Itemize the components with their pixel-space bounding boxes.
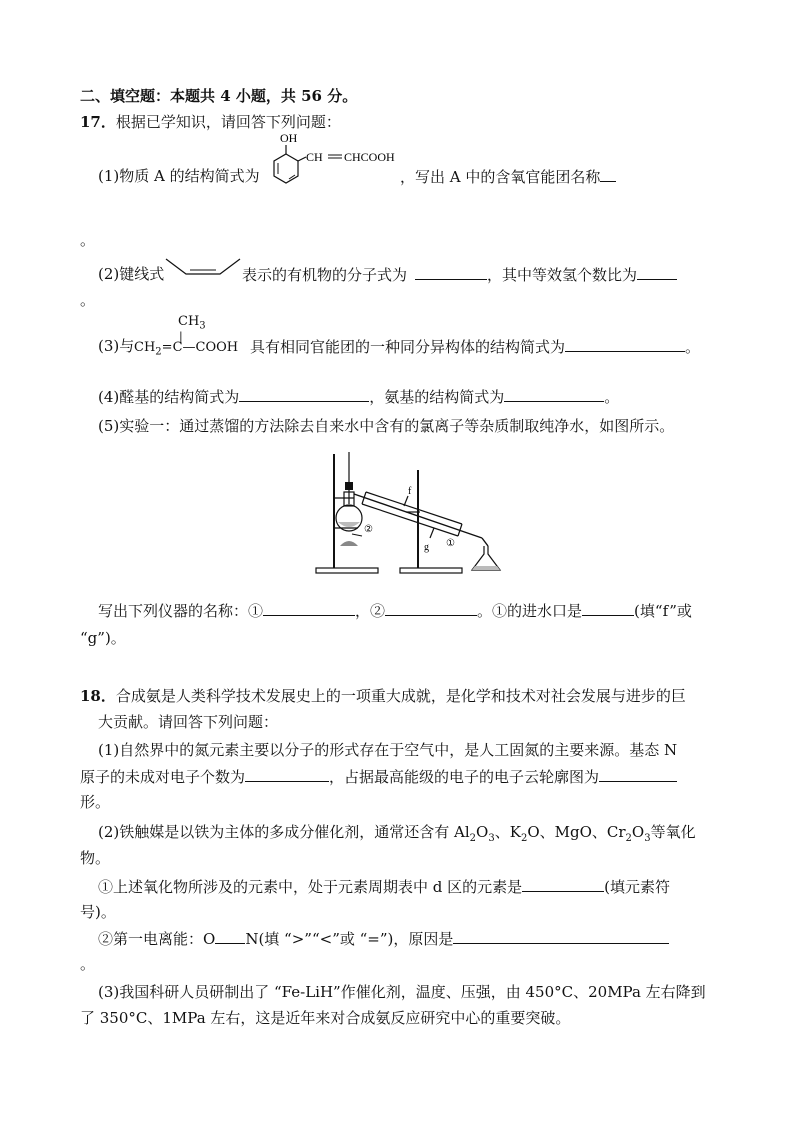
q18-part1-question: 原子的未成对电子个数为 ，占据最高能级的电子的电子云轮廓图为 <box>80 766 677 787</box>
q18-part4-end: 。 <box>80 955 96 973</box>
methacrylic-formula: $CH_2=C—COOH$ <box>134 340 239 358</box>
q18-part5: (3)我国科研人员研制出了 “Fe-LiH”作催化剂，温度、压强，由 450°C、20MPa 左右降到 <box>98 983 706 1001</box>
answer-blank[interactable] <box>582 600 634 616</box>
q18-part2-end: 物。 <box>80 849 111 867</box>
structure-a-benzene-icon <box>262 128 412 192</box>
q18-part1-end: 形。 <box>80 793 111 811</box>
answer-blank[interactable] <box>385 600 477 616</box>
label-g: g <box>424 542 429 553</box>
q18-intro-cont: 大贡献。请回答下列问题： <box>98 713 279 731</box>
q17-part2-text: 表示的有机物的分子式为 <box>242 266 408 284</box>
question-18-intro: 18．合成氨是人类科学技术发展史上的一项重大成就，是化学和技术对社会发展与进步的巨 <box>80 687 686 705</box>
skeletal-formula-icon <box>164 256 242 282</box>
q17-part1-prefix: (1)物质 A 的结构简式为 <box>98 167 260 185</box>
answer-blank[interactable] <box>239 386 369 402</box>
ch-label: CH <box>306 150 323 164</box>
ch3-label: $CH_3$ <box>178 314 206 332</box>
q18-part5-cont: 了 350°C、1MPa 左右，这是近年来对合成氨反应研究中心的重要突破。 <box>80 1009 571 1027</box>
q18-part3: ①上述氧化物所涉及的元素中，处于元素周期表中 d 区的元素是 (填元素符 <box>98 878 671 896</box>
label-1: ① <box>446 538 455 549</box>
answer-blank[interactable] <box>637 264 677 280</box>
label-2: ② <box>364 524 373 535</box>
answer-blank[interactable] <box>415 264 487 280</box>
question-number: 17． <box>80 113 116 131</box>
answer-blank[interactable] <box>215 928 245 944</box>
q17-part2-text2: ，其中等效氢个数比为 <box>487 266 638 284</box>
q17-part2-prefix: (2)键线式 <box>98 265 165 283</box>
q18-part4: ②第一电离能：O N(填 “>”“<”或 “=”)，原因是 <box>98 928 669 949</box>
answer-blank[interactable] <box>245 766 329 782</box>
distillation-apparatus-diagram <box>312 450 512 578</box>
q18-part2: (2)铁触媒是以铁为主体的多成分催化剂，通常还含有 $Al_2O_3$、$K_2O$、MgO、$Cr_2O_3$等氧化 <box>98 823 696 844</box>
q17-part3-prefix: (3)与 <box>98 337 135 355</box>
chcooh-label: CHCOOH <box>344 150 395 164</box>
answer-blank[interactable] <box>522 876 604 892</box>
q17-part1-end: 。 <box>80 231 96 249</box>
q17-part2-end: 。 <box>80 291 96 309</box>
q17-part3-text: 具有相同官能团的一种同分异构体的结构简式为 <box>250 338 566 356</box>
question-text: 根据已学知识，请回答下列问题： <box>115 113 341 131</box>
answer-blank[interactable] <box>263 600 355 616</box>
q17-part6: 写出下列仪器的名称：① ，② 。①的进水口是 (填“f”或 <box>98 602 692 620</box>
section-title: 二、填空题：本题共 4 小题，共 56 分。 <box>80 87 358 105</box>
oh-label: OH <box>280 131 298 145</box>
answer-blank[interactable] <box>599 766 677 782</box>
answer-blank[interactable] <box>504 386 604 402</box>
q17-part5: (5)实验一：通过蒸馏的方法除去自来水中含有的氯离子等杂质制取纯净水，如图所示。 <box>98 417 675 435</box>
label-f: f <box>408 486 412 497</box>
q18-part1: (1)自然界中的氮元素主要以分子的形式存在于空气中，是人工固氮的主要来源。基态 N <box>98 741 678 759</box>
q17-part3-question: 具有相同官能团的一种同分异构体的结构简式为 。 <box>250 338 701 356</box>
q17-part2-question <box>242 264 677 285</box>
q18-part3-end: 号)。 <box>80 903 116 921</box>
answer-blank[interactable] <box>453 928 669 944</box>
q17-part1-question <box>400 166 616 187</box>
bond-vertical: | <box>179 330 183 343</box>
q17-part6-end: “g”)。 <box>80 629 126 647</box>
q17-part4: (4)醛基的结构简式为 ，氨基的结构简式为 。 <box>98 388 620 406</box>
answer-blank[interactable] <box>600 166 616 182</box>
question-number: 18． <box>80 687 116 705</box>
answer-blank[interactable] <box>565 336 685 352</box>
q17-part1-text: ，写出 A 中的含氧官能团名称 <box>400 168 601 186</box>
